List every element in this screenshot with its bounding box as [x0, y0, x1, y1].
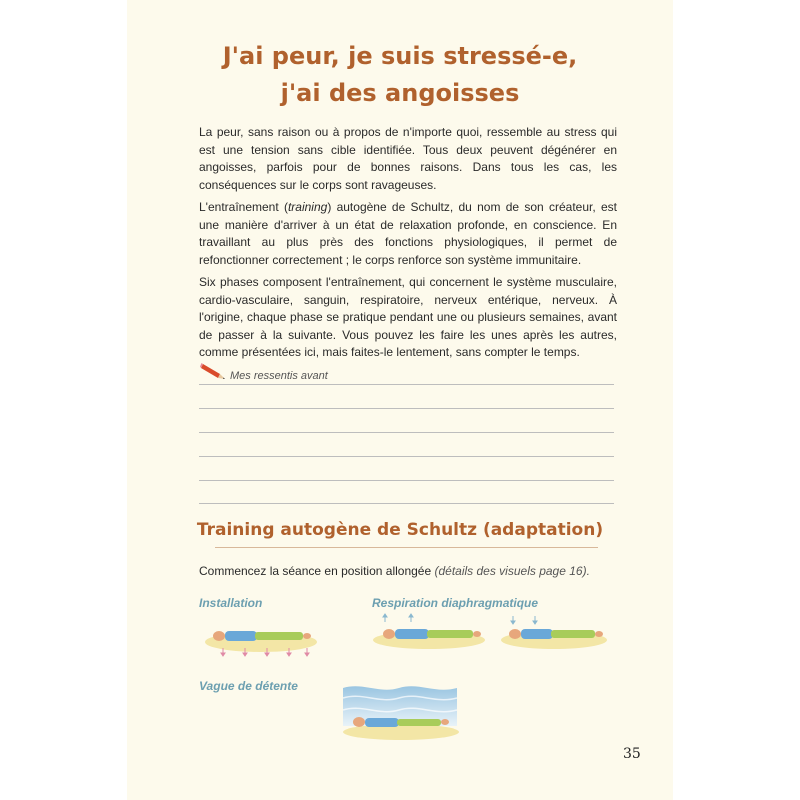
vague-illustration	[339, 682, 461, 742]
page-title-line2: j'ai des angoisses	[280, 79, 520, 107]
book-page	[127, 0, 673, 800]
intro-detail: (détails des visuels page 16).	[434, 564, 590, 578]
respiration-illustration-1	[371, 612, 489, 654]
writing-line[interactable]	[199, 408, 614, 409]
paragraph-2-end: ) autogène de Schultz, du nom de son créateur, est une manière d'arriver à un état de relaxation profonde, en conscience. En travaillant au plus près des fonctions physiologiques, il permet de refonctionner correctement ; le corps renforce son système immunitaire.	[199, 200, 617, 267]
figure-label-respiration: Respiration diaphragmatique	[372, 596, 539, 610]
paragraph-3: Six phases composent l'entraînement, qui concernent le système musculaire, cardio-vasculaire, sanguin, respiratoire, nerveux entérique, nerveux. À l'origine, chaque phase se pratique pendant une ou plusieurs semaines, avant de passer à la suivante. Vous pouvez les faire les unes après les autres, comme présentées ici, mais faites-le lentement, sans compter le temps.	[199, 275, 617, 359]
paragraph-1: La peur, sans raison ou à propos de n'importe quoi, ressemble au stress qui est une tension sans cible identifiée. Tous deux peuvent dégénérer en angoisses, parfois pour de bonnes raisons. Dans tous les cas, les conséquences sur le corps sont ravageuses.	[199, 125, 617, 192]
paragraph-2-italic: training	[287, 200, 328, 214]
section-title: Training autogène de Schultz (adaptation)	[196, 520, 604, 540]
section-divider	[215, 547, 598, 548]
writing-line[interactable]	[199, 384, 614, 385]
installation-illustration	[203, 618, 321, 662]
figure-label-installation: Installation	[199, 596, 263, 610]
intro-main: Commencez la séance en position allongée	[199, 564, 435, 578]
pencil-icon	[200, 360, 226, 380]
notes-label: Mes ressentis avant	[230, 370, 328, 382]
figure-label-vague: Vague de détente	[199, 679, 298, 693]
writing-line[interactable]	[199, 480, 614, 481]
paragraph-2-start: L'entraînement (	[199, 200, 288, 214]
page-number: 35	[623, 746, 641, 762]
intro-text	[199, 564, 590, 578]
writing-line[interactable]	[199, 503, 614, 504]
page-title-line1: J'ai peur, je suis stressé-e,	[222, 42, 578, 70]
paragraph-2	[199, 199, 617, 269]
writing-line[interactable]	[199, 432, 614, 433]
writing-line[interactable]	[199, 456, 614, 457]
respiration-illustration-2	[499, 612, 609, 654]
body-text	[199, 124, 617, 367]
